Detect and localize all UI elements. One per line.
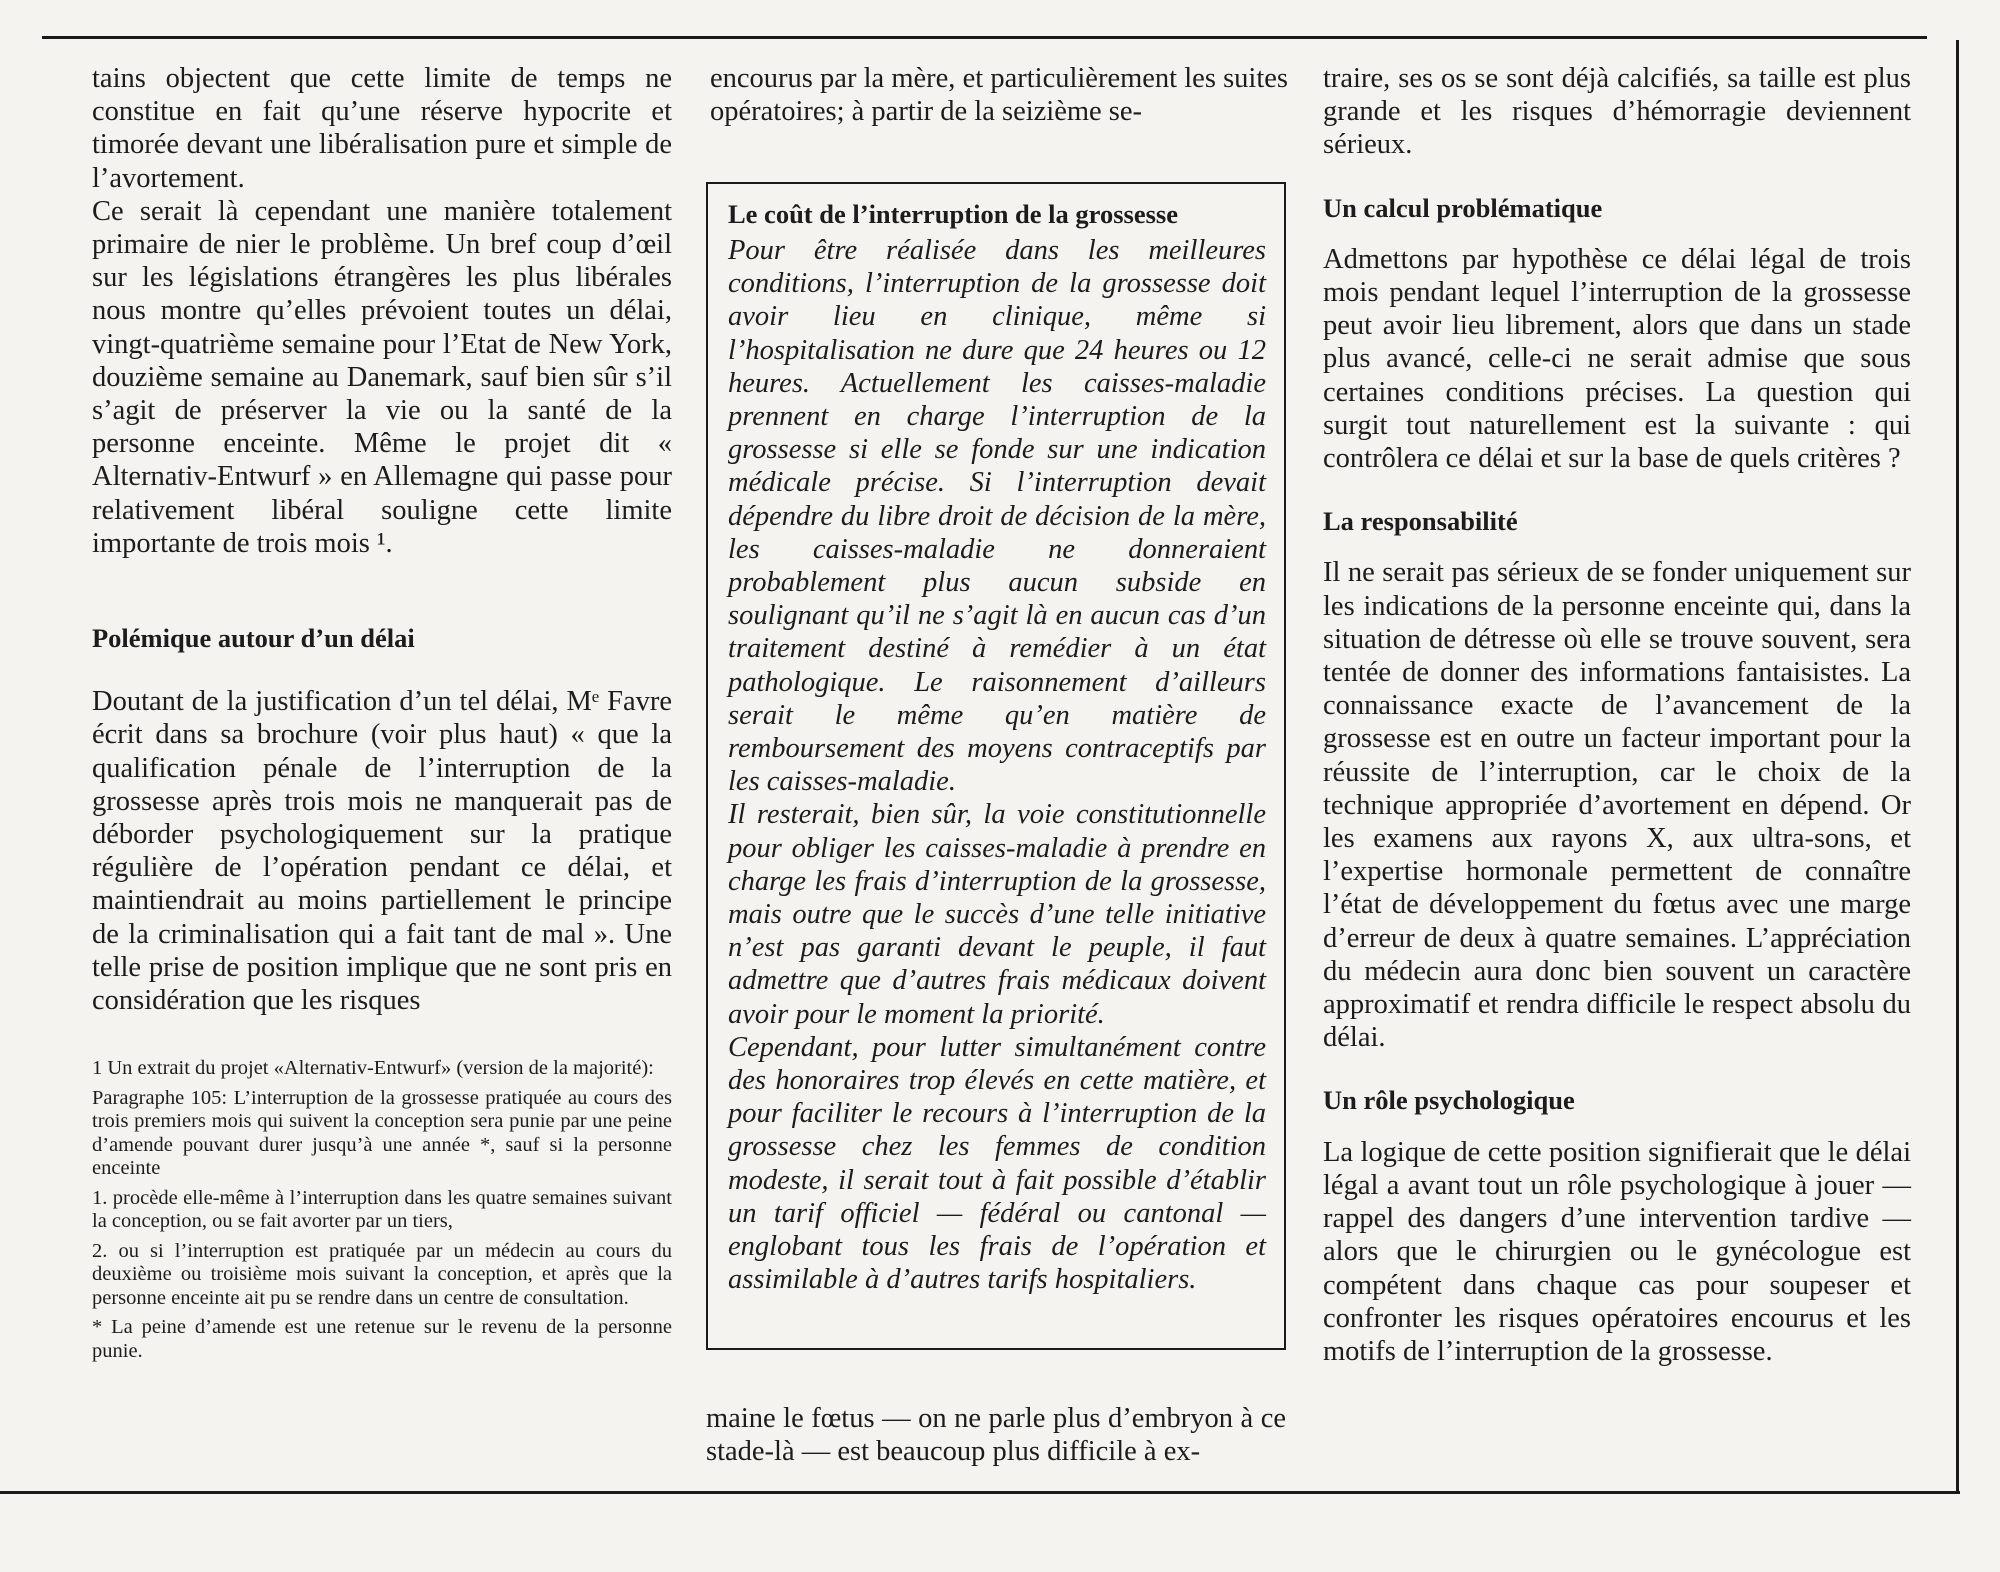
column-2-bottom xyxy=(706,1402,1286,1468)
paragraph: traire, ses os se sont déjà calcifiés, sa taille est plus grande et les risques d’hémorragie deviennent sérieux. xyxy=(1323,63,1911,161)
column-2 xyxy=(710,62,1288,128)
box-paragraph: Pour être réalisée dans les meilleures conditions, l’interruption de la grossesse doit avoir lieu en clinique, même si l’hospitalisation ne dure que 24 heures ou 12 heures. Actuellement les caisses-maladie prennent en charge l’interruption de la grossesse si elle se fonde sur une indication médicale précise. Si l’interruption devait dépendre du libre droit de décision de la mère, les caisses-maladie ne donneraient probablement plus aucun subside en soulignant qu’il ne s’agit là en aucun cas d’un traitement destiné à remédier à un état pathologique. Le raisonnement d’ailleurs serait le même qu’en matière de remboursement des moyens contraceptifs par les caisses-maladie. xyxy=(728,235,1266,798)
paragraph: maine le fœtus — on ne parle plus d’embryon à ce stade-là — est beaucoup plus difficile à ex- xyxy=(706,1403,1286,1468)
column-3 xyxy=(1323,62,1911,1368)
column-1 xyxy=(92,62,672,1369)
bottom-rule xyxy=(0,1491,1960,1494)
paragraph: tains objectent que cette limite de temps ne constitue en fait qu’une réserve hypocrite et timorée devant une libéralisation pure et simple de l’avortement. xyxy=(92,63,672,194)
right-rule xyxy=(1956,40,1959,1494)
footnote: 1. procède elle-même à l’interruption dans les quatre semaines suivant la conception, ou se fait avorter par un tiers, xyxy=(92,1186,672,1233)
footnote: 2. ou si l’interruption est pratiquée par un médecin au cours du deuxième ou troisième mois suivant la conception, et après que la personne enceinte ait pu se rendre dans un centre de consultation. xyxy=(92,1239,672,1309)
section-heading: Un calcul problématique xyxy=(1323,192,1603,223)
section-heading: La responsabilité xyxy=(1323,506,1518,537)
top-rule xyxy=(42,36,1927,39)
paragraph: La logique de cette position signifierait que le délai légal a avant tout un rôle psychologique à jouer — rappel des dangers d’une intervention tardive — alors que le chirurgien ou le gynécologue est compétent dans chaque cas pour soupeser et confronter les risques opératoires encourus et les motifs de l’interruption de la grossesse. xyxy=(1323,1136,1911,1367)
box-title: Le coût de l’interruption de la grossesse xyxy=(728,199,1178,229)
paragraph: Ce serait là cependant une manière totalement primaire de nier le problème. Un bref coup d’œil sur les législations étrangères les plus libérales nous montre qu’elles prévoient toutes un délai, vingt-quatrième semaine pour l’Etat de New York, douzième semaine au Danemark, sauf bien sûr s’il s’agit de préserver la vie ou la santé de la personne enceinte. Même le projet dit « Alternativ-Entwurf » en Allemagne qui passe pour relativement libéral souligne cette limite importante de trois mois ¹. xyxy=(92,195,672,559)
paragraph: Doutant de la justification d’un tel délai, Mᵉ Favre écrit dans sa brochure (voir plus haut) « que la qualification pénale de l’interruption de la grossesse après trois mois ne manquerait pas de déborder psychologiquement sur la pratique régulière de l’opération pendant ce délai, et maintiendrait au moins partiellement le principe de la criminalisation qui a fait tant de mal ». Une telle prise de position implique que ne sont pris en considération que les risques xyxy=(92,686,672,1017)
footnote: * La peine d’amende est une retenue sur le revenu de la personne punie. xyxy=(92,1316,672,1362)
section-heading: Un rôle psychologique xyxy=(1323,1085,1575,1116)
paragraph: Il ne serait pas sérieux de se fonder uniquement sur les indications de la personne enceinte qui, dans la situation de détresse où elle se trouve souvent, sera tentée de donner des informations fantaisistes. La connaissance exacte de l’avancement de la grossesse est en outre un facteur important pour la réussite de l’interruption, car le choix de la technique appropriée d’avortement en dépend. Or les examens aux rayons X, aux ultra-sons, et l’expertise hormonale permettent de connaître l’état de développement du fœtus avec une marge d’erreur de deux à quatre semaines. L’appréciation du médecin aura donc bien souvent un caractère approximatif et rendra difficile le respect absolu du délai. xyxy=(1323,557,1911,1054)
footnotes xyxy=(92,1057,672,1363)
sidebar-box xyxy=(706,182,1286,1350)
box-body xyxy=(728,234,1266,1297)
paragraph: encourus par la mère, et particulièrement les suites opératoires; à partir de la seizième se- xyxy=(710,63,1288,128)
box-paragraph: Cependant, pour lutter simultanément contre des honoraires trop élevés en cette matière, et pour faciliter le recours à l’interruption de la grossesse chez les femmes de condition modeste, il serait tout à fait possible d’établir un tarif officiel — fédéral ou cantonal — englobant tous les frais de l’opération et assimilable à d’autres tarifs hospitaliers. xyxy=(728,1031,1266,1296)
paragraph: Admettons par hypothèse ce délai légal de trois mois pendant lequel l’interruption de la grossesse peut avoir lieu librement, alors que dans un stade plus avancé, celle-ci ne serait admise que sous certaines conditions précises. La question qui surgit tout naturellement est la suivante : qui contrôlera ce délai et sur la base de quels critères ? xyxy=(1323,243,1911,475)
box-paragraph: Il resterait, bien sûr, la voie constitutionnelle pour obliger les caisses-maladie à prendre en charge les frais d’interruption de la grossesse, mais outre que le succès d’une telle initiative n’est pas garanti devant le peuple, il faut admettre que d’autres frais médicaux doivent avoir pour le moment la priorité. xyxy=(728,799,1266,1030)
section-heading: Polémique autour d’un délai xyxy=(92,623,415,654)
footnote: 1 Un extrait du projet «Alternativ-Entwurf» (version de la majorité): xyxy=(92,1057,654,1080)
footnote: Paragraphe 105: L’interruption de la grossesse pratiquée au cours des trois premiers mois qui suivent la conception sera punie par une peine d’amende pouvant durer jusqu’à une année *, sauf si la personne enceinte xyxy=(92,1086,672,1180)
